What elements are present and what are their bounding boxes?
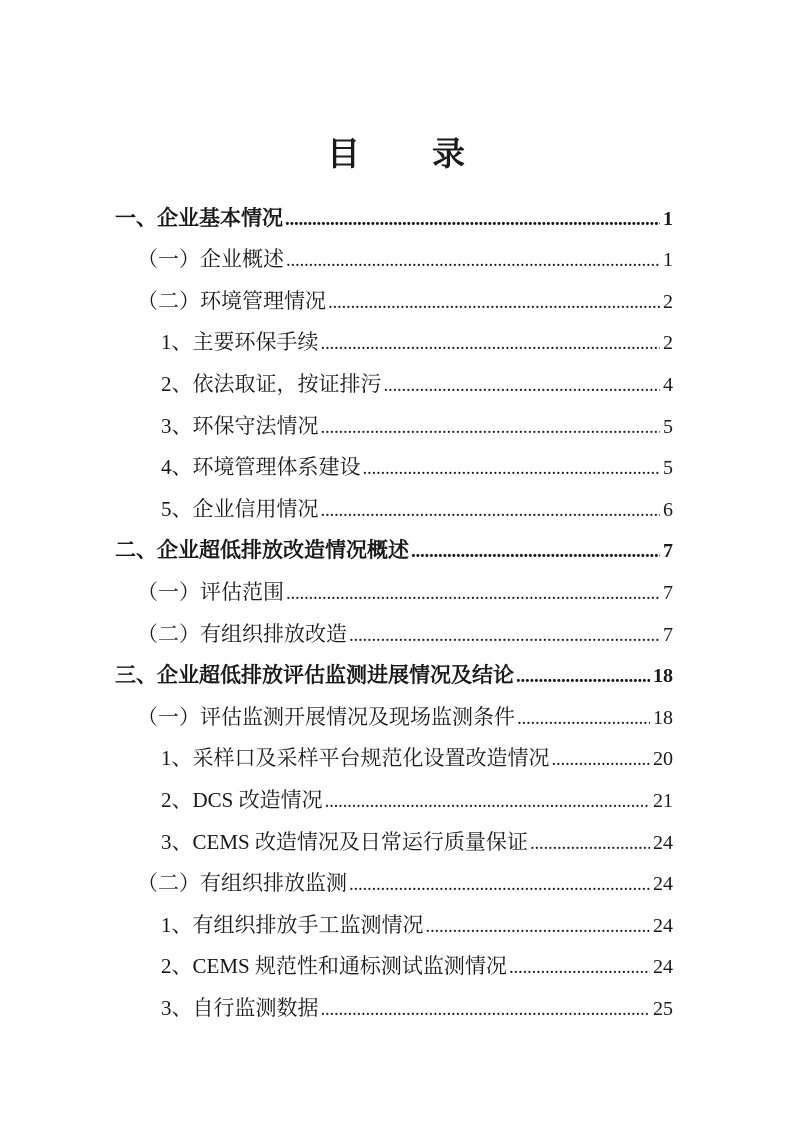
dot-leader — [530, 823, 650, 865]
dot-leader — [349, 864, 650, 906]
toc-entry[interactable] — [115, 239, 673, 281]
dot-leader — [286, 573, 660, 615]
dot-leader — [552, 739, 651, 781]
dot-leader — [328, 282, 660, 324]
toc-entry-page: 4 — [663, 373, 673, 396]
toc-entry-page: 24 — [653, 956, 673, 979]
toc-entry[interactable] — [115, 530, 673, 572]
toc-entry-label: 1、采样口及采样平台规范化设置改造情况 — [161, 746, 550, 771]
table-of-contents — [0, 198, 794, 1030]
toc-entry-page: 20 — [653, 748, 673, 771]
toc-entry-label: （二）有组织排放改造 — [137, 621, 347, 646]
dot-leader — [349, 615, 660, 657]
toc-entry-label: （二）有组织排放监测 — [137, 871, 347, 896]
toc-entry-label: （一）评估监测开展情况及现场监测条件 — [137, 704, 515, 729]
dot-leader — [325, 781, 650, 823]
toc-entry-label: 3、CEMS 改造情况及日常运行质量保证 — [161, 829, 528, 854]
toc-entry-page: 7 — [663, 623, 673, 646]
dot-leader — [321, 323, 661, 365]
dot-leader — [321, 490, 661, 532]
toc-entry[interactable] — [115, 946, 673, 988]
toc-entry-label: 2、CEMS 规范性和通标测试监测情况 — [161, 954, 507, 979]
toc-entry-label: 3、自行监测数据 — [161, 995, 319, 1020]
toc-entry-label: 三、企业超低排放评估监测进展情况及结论 — [115, 663, 514, 688]
toc-entry-page: 18 — [653, 665, 673, 688]
toc-entry[interactable] — [115, 322, 673, 364]
toc-entry-page: 5 — [663, 457, 673, 480]
toc-entry-page: 5 — [663, 415, 673, 438]
toc-entry-label: 1、主要环保手续 — [161, 330, 319, 355]
dot-leader — [321, 989, 651, 1031]
dot-leader — [285, 199, 660, 241]
dot-leader — [363, 448, 661, 490]
dot-leader — [517, 698, 650, 740]
toc-entry-page: 24 — [653, 831, 673, 854]
toc-entry[interactable] — [115, 572, 673, 614]
toc-entry[interactable] — [115, 198, 673, 240]
toc-entry-label: 二、企业超低排放改造情况概述 — [115, 538, 409, 563]
toc-entry[interactable] — [115, 780, 673, 822]
toc-entry-label: 4、环境管理体系建设 — [161, 455, 361, 480]
toc-entry[interactable] — [115, 988, 673, 1030]
toc-entry[interactable] — [115, 406, 673, 448]
toc-entry-page: 24 — [653, 914, 673, 937]
toc-entry-page: 21 — [653, 789, 673, 812]
toc-entry-page: 1 — [663, 207, 673, 230]
toc-entry[interactable] — [115, 863, 673, 905]
dot-leader — [411, 531, 660, 573]
toc-entry-label: 1、有组织排放手工监测情况 — [161, 912, 424, 937]
toc-entry[interactable] — [115, 489, 673, 531]
toc-entry[interactable] — [115, 738, 673, 780]
toc-entry[interactable] — [115, 447, 673, 489]
toc-entry[interactable] — [115, 281, 673, 323]
dot-leader — [384, 365, 661, 407]
toc-entry-page: 24 — [653, 873, 673, 896]
toc-entry[interactable] — [115, 697, 673, 739]
dot-leader — [426, 906, 651, 948]
toc-entry-page: 1 — [663, 249, 673, 272]
toc-entry-page: 7 — [663, 581, 673, 604]
toc-entry-label: 2、依法取证，按证排污 — [161, 371, 382, 396]
toc-entry-page: 2 — [663, 332, 673, 355]
toc-entry-label: 一、企业基本情况 — [115, 205, 283, 230]
dot-leader — [286, 240, 660, 282]
toc-entry-label: 3、环保守法情况 — [161, 413, 319, 438]
toc-entry-page: 25 — [653, 997, 673, 1020]
toc-entry-page: 2 — [663, 290, 673, 313]
toc-entry[interactable] — [115, 655, 673, 697]
toc-entry-label: 2、DCS 改造情况 — [161, 787, 323, 812]
dot-leader — [516, 656, 650, 698]
dot-leader — [321, 407, 661, 449]
toc-entry-label: 5、企业信用情况 — [161, 496, 319, 521]
toc-entry-page: 18 — [653, 706, 673, 729]
toc-entry[interactable] — [115, 822, 673, 864]
toc-entry-page: 6 — [663, 498, 673, 521]
toc-entry-label: （一）企业概述 — [137, 247, 284, 272]
toc-entry-label: （二）环境管理情况 — [137, 288, 326, 313]
toc-entry-label: （一）评估范围 — [137, 579, 284, 604]
toc-entry-page: 7 — [663, 540, 673, 563]
toc-entry[interactable] — [115, 905, 673, 947]
dot-leader — [509, 947, 650, 989]
toc-entry[interactable] — [115, 364, 673, 406]
page-title: 目 录 — [327, 137, 467, 173]
toc-entry[interactable] — [115, 614, 673, 656]
